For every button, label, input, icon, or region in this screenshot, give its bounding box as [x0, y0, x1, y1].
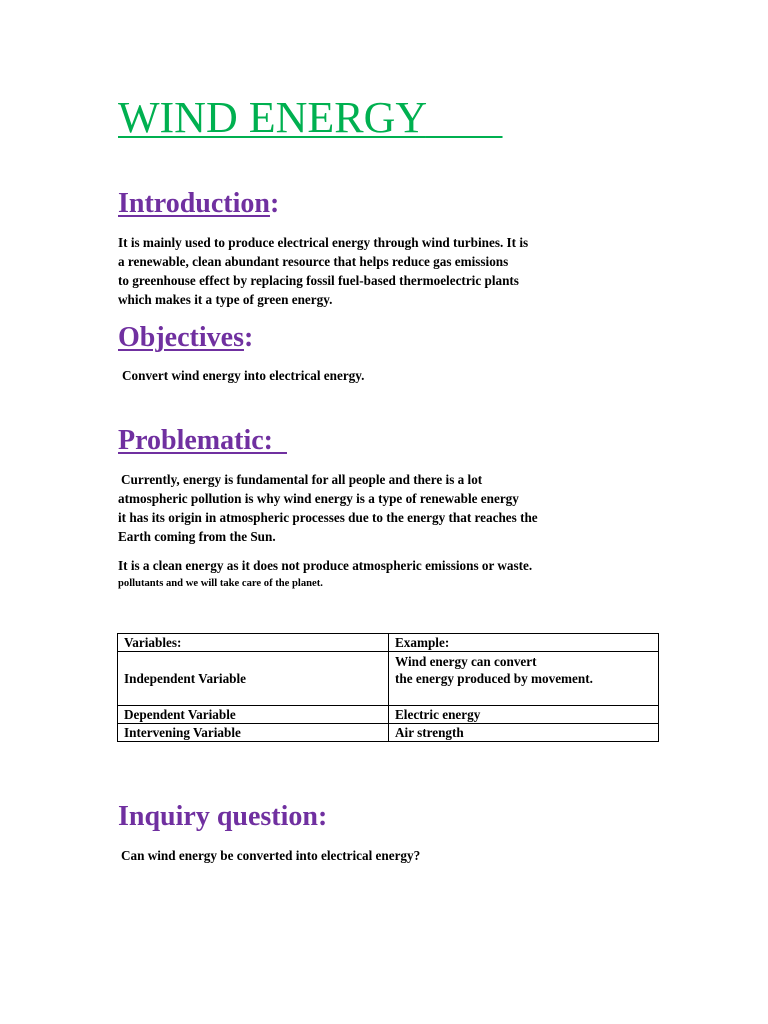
introduction-heading-text: Introduction [118, 188, 270, 219]
variables-table [117, 633, 659, 742]
objectives-heading-colon: : [243, 322, 254, 353]
table-cell-example-line: Electric energy [395, 707, 481, 722]
problematic-heading-text: Problematic: [118, 425, 273, 456]
table-header-variables: Variables: [118, 634, 389, 652]
problematic-clean-energy-line: It is a clean energy as it does not produce atmospheric emissions or waste. [118, 558, 533, 573]
introduction-line: which makes it a type of green energy. [118, 292, 333, 307]
problematic-line: it has its origin in atmospheric processes due to the energy that reaches the [118, 510, 538, 525]
objectives-text: Convert wind energy into electrical energy. [122, 368, 365, 383]
table-header-row [118, 634, 659, 652]
introduction-line: It is mainly used to produce electrical energy through wind turbines. It is [118, 235, 529, 250]
table-cell-example-line: the energy produced by movement. [395, 671, 593, 686]
table-header-example: Example: [389, 634, 659, 652]
table-row [118, 652, 659, 706]
introduction-heading-colon: : [269, 188, 280, 219]
introduction-line: a renewable, clean abundant resource that helps reduce gas emissions [118, 254, 509, 269]
introduction-line: to greenhouse effect by replacing fossil fuel-based thermoelectric plants [118, 273, 519, 288]
table-cell-variable: Dependent Variable [118, 706, 389, 724]
objectives-heading-text: Objectives [118, 322, 244, 353]
table-cell-variable: Independent Variable [118, 652, 389, 706]
table-cell-example [389, 706, 659, 724]
table-cell-example [389, 652, 659, 706]
table-cell-example [389, 724, 659, 742]
table-cell-example-line: Air strength [395, 725, 464, 740]
problematic-small-line: pollutants and we will take care of the planet. [118, 578, 323, 589]
inquiry-heading: Inquiry question: [118, 801, 328, 832]
objectives-heading [118, 321, 253, 355]
problematic-line: atmospheric pollution is why wind energy is a type of renewable energy [118, 491, 519, 506]
table-row [118, 724, 659, 742]
table-row [118, 706, 659, 724]
inquiry-text: Can wind energy be converted into electrical energy? [121, 848, 421, 863]
problematic-heading [118, 424, 287, 458]
problematic-line: Currently, energy is fundamental for all people and there is a lot [121, 472, 483, 487]
table-cell-variable: Intervening Variable [118, 724, 389, 742]
document-title [118, 92, 503, 144]
problematic-line: Earth coming from the Sun. [118, 529, 276, 544]
table-cell-example-line: Wind energy can convert [395, 654, 537, 669]
title-text: WIND ENERGY [118, 93, 426, 142]
introduction-heading [118, 187, 279, 221]
